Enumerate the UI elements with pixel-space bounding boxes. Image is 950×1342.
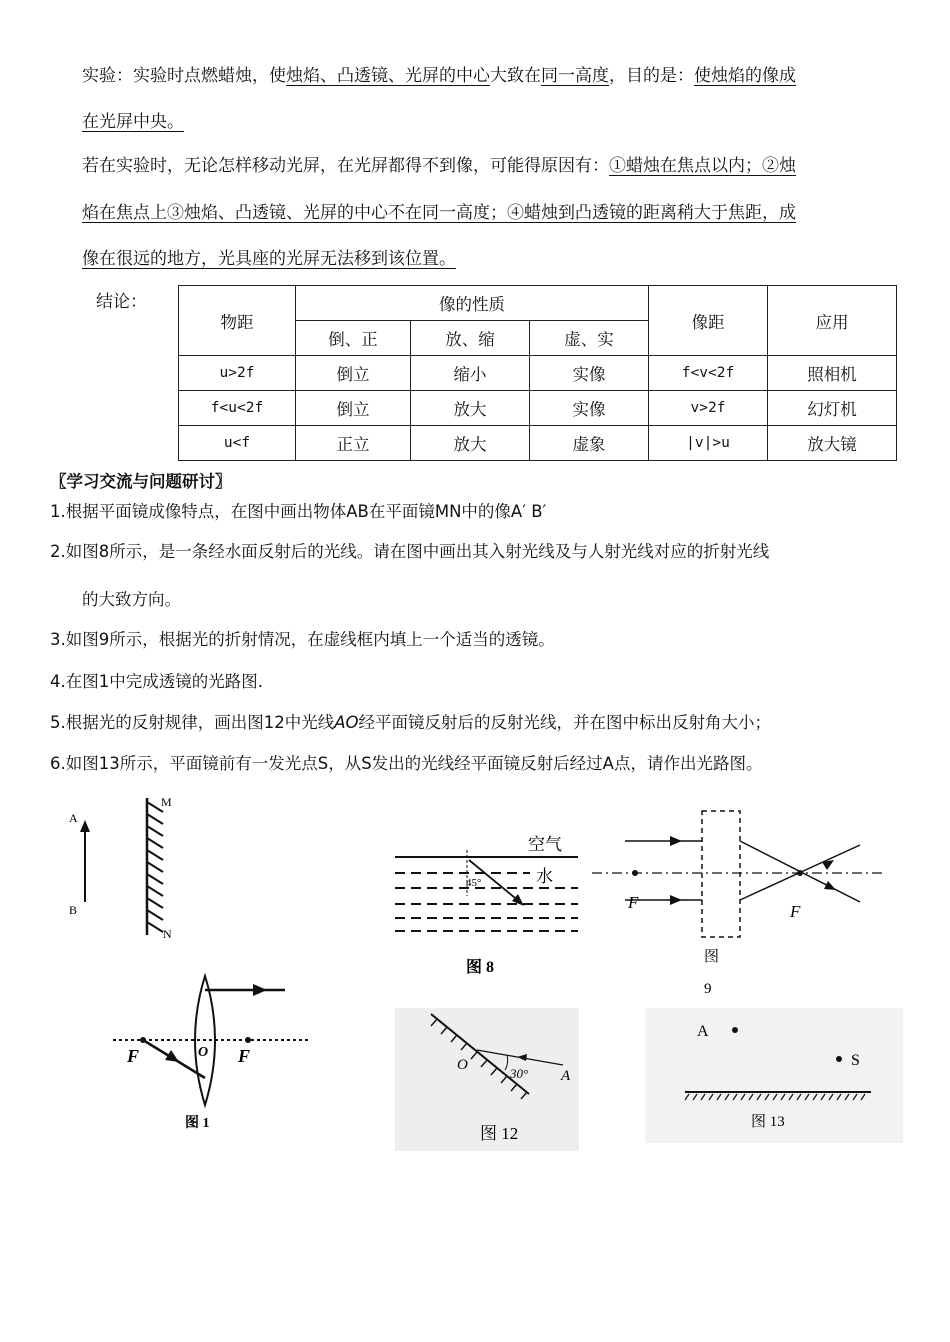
angle-label: 45° bbox=[466, 877, 482, 889]
question-1: 1.根据平面镜成像特点，在图中画出物体AB在平面镜MN中的像A′ B′ bbox=[50, 502, 547, 521]
experiment-text: 大致在 bbox=[490, 66, 541, 86]
figure-9 bbox=[590, 805, 890, 1005]
table-cell: 实像 bbox=[530, 356, 649, 391]
arrow-icon bbox=[824, 881, 836, 890]
mirror-figure bbox=[55, 790, 195, 945]
table-cell: 放大 bbox=[411, 391, 530, 426]
section-title: 〖学习交流与问题研讨〗 bbox=[50, 472, 232, 491]
header-orientation: 倒、正 bbox=[296, 321, 411, 356]
answer-blank: ①蜡烛在焦点以内；②烛 bbox=[609, 156, 796, 176]
answer-blank: 在光屏中央。 bbox=[82, 112, 184, 132]
caption: 图 1 bbox=[185, 1116, 210, 1131]
question-text: 5.根据光的反射规律，画出图12中光线 bbox=[50, 713, 335, 732]
mirror-hatching bbox=[147, 802, 163, 932]
lens-box bbox=[702, 811, 740, 937]
table-cell: f<u<2f bbox=[179, 391, 296, 426]
focus-point-right bbox=[245, 1037, 251, 1043]
label-a: A bbox=[69, 811, 78, 825]
question-3: 3.如图9所示，根据光的折射情况，在虚线框内填上一个适当的透镜。 bbox=[50, 630, 555, 649]
table-cell: 幻灯机 bbox=[768, 391, 897, 426]
question-2: 2.如图8所示，是一条经水面反射后的光线。请在图中画出其入射光线及与人射光线对应的折射光线 bbox=[50, 542, 770, 561]
table-cell: 放大 bbox=[411, 426, 530, 461]
arrow-icon bbox=[253, 984, 267, 996]
refracted-ray-1 bbox=[740, 841, 860, 902]
figure-1 bbox=[105, 970, 320, 1135]
answer-blank: 焰在焦点上③烛焰、凸透镜、光屏的中心不在同一高度；④蜡烛到凸透镜的距离稍大于焦距，成 bbox=[82, 203, 796, 223]
caption: 图 12 bbox=[480, 1124, 519, 1143]
table-cell: 实像 bbox=[530, 391, 649, 426]
label-n: N bbox=[163, 927, 172, 941]
arrow-icon bbox=[670, 836, 682, 846]
header-real-virtual: 虚、实 bbox=[530, 321, 649, 356]
caption: 图 8 bbox=[466, 959, 495, 976]
question-5 bbox=[50, 711, 771, 735]
question-6: 6.如图13所示，平面镜前有一发光点S，从S发出的光线经平面镜反射后经过A点，请作出光路图。 bbox=[50, 754, 763, 773]
focus-left-label: F bbox=[127, 1046, 140, 1066]
point-a-dot bbox=[732, 1027, 738, 1033]
header-size: 放、缩 bbox=[411, 321, 530, 356]
experiment-line-2 bbox=[82, 110, 184, 134]
table-cell: v>2f bbox=[649, 391, 768, 426]
header-image-nature: 像的性质 bbox=[296, 286, 649, 321]
arrow-head-icon bbox=[80, 820, 90, 832]
table-cell: u>2f bbox=[179, 356, 296, 391]
experiment-line-4 bbox=[82, 201, 796, 225]
point-o-label: O bbox=[457, 1057, 468, 1073]
experiment-text: ，目的是： bbox=[609, 66, 694, 86]
table-cell: u<f bbox=[179, 426, 296, 461]
question-4: 4.在图1中完成透镜的光路图. bbox=[50, 672, 263, 691]
answer-blank: 使烛焰的像成 bbox=[694, 66, 796, 86]
answer-blank: 像在很远的地方，光具座的光屏无法移到该位置。 bbox=[82, 249, 456, 269]
point-s-dot bbox=[836, 1056, 842, 1062]
focus-point-left bbox=[140, 1037, 146, 1043]
answer-blank: 同一高度 bbox=[541, 66, 609, 86]
table-cell: |v|>u bbox=[649, 426, 768, 461]
caption-2: 9 bbox=[704, 981, 712, 997]
table-cell: 正立 bbox=[296, 426, 411, 461]
experiment-line-5 bbox=[82, 247, 456, 271]
conclusion-label: 结论： bbox=[96, 292, 147, 312]
air-label: 空气 bbox=[528, 835, 562, 854]
table-cell: 照相机 bbox=[768, 356, 897, 391]
header-object-distance: 物距 bbox=[179, 286, 296, 356]
experiment-line-3 bbox=[82, 154, 796, 178]
focus-right-label: F bbox=[238, 1046, 251, 1066]
table-cell: 缩小 bbox=[411, 356, 530, 391]
point-a-label: A bbox=[697, 1023, 709, 1040]
experiment-text: 实验：实验时点燃蜡烛，使 bbox=[82, 66, 286, 86]
table-row bbox=[179, 391, 897, 426]
label-m: M bbox=[161, 795, 172, 809]
ray-label: AO bbox=[334, 713, 359, 732]
table-cell: f<v<2f bbox=[649, 356, 768, 391]
figure-13 bbox=[645, 1008, 903, 1143]
arrow-icon bbox=[670, 895, 682, 905]
table-row bbox=[179, 356, 897, 391]
figure-12 bbox=[395, 1008, 579, 1151]
experiment-line-1 bbox=[82, 64, 796, 88]
point-s-label: S bbox=[851, 1052, 860, 1069]
table-cell: 倒立 bbox=[296, 356, 411, 391]
conclusion-table bbox=[178, 285, 897, 461]
header-application: 应用 bbox=[768, 286, 897, 356]
figure-8 bbox=[390, 830, 585, 980]
question-2-cont: 的大致方向。 bbox=[82, 590, 181, 609]
header-image-distance: 像距 bbox=[649, 286, 768, 356]
caption: 图 13 bbox=[751, 1114, 785, 1130]
answer-blank: 烛焰、凸透镜、光屏的中心 bbox=[286, 66, 490, 86]
experiment-text: 若在实验时，无论怎样移动光屏，在光屏都得不到像，可能得原因有： bbox=[82, 156, 609, 176]
label-b: B bbox=[69, 903, 78, 917]
question-text: 经平面镜反射后的反射光线，并在图中标出反射角大小； bbox=[358, 713, 772, 732]
table-row bbox=[179, 426, 897, 461]
water-label: 水 bbox=[536, 867, 553, 886]
focus-right-label: F bbox=[790, 902, 801, 921]
angle-label: 30° bbox=[510, 1066, 529, 1081]
table-cell: 倒立 bbox=[296, 391, 411, 426]
focus-point-left bbox=[632, 870, 638, 876]
focus-left-label: F bbox=[628, 893, 639, 912]
point-a-label: A bbox=[561, 1068, 571, 1084]
center-label: O bbox=[198, 1045, 209, 1060]
caption-1: 图 bbox=[704, 949, 720, 965]
table-cell: 虚象 bbox=[530, 426, 649, 461]
table-cell: 放大镜 bbox=[768, 426, 897, 461]
